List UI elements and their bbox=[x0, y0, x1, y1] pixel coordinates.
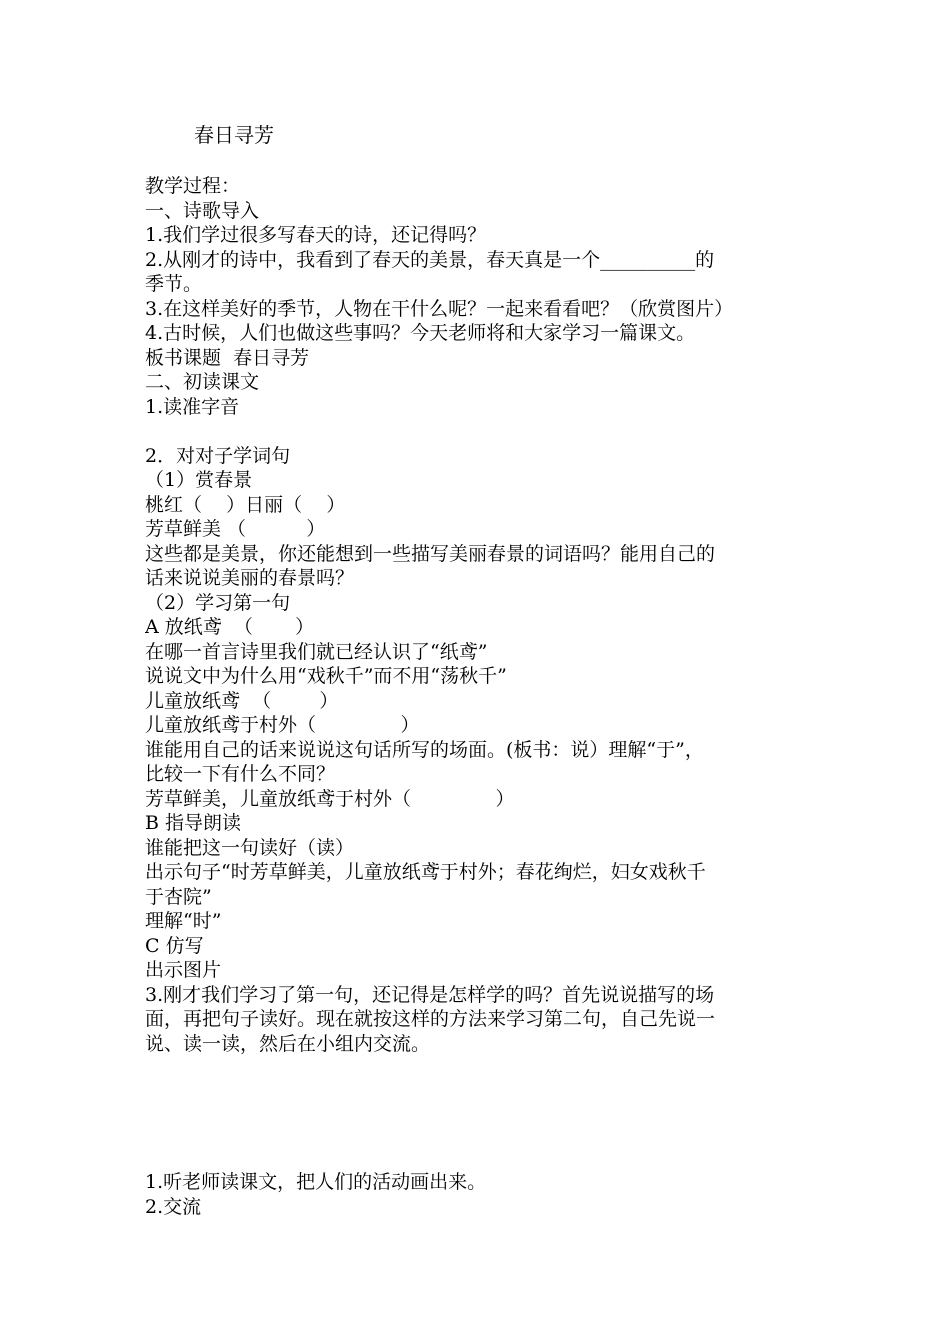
text-line: 4.古时候，人们也做这些事吗？今天老师将和大家学习一篇课文。 bbox=[145, 322, 696, 344]
text-line: 3.在这样美好的季节，人物在干什么呢？一起来看看吧？（欣赏图片） bbox=[145, 297, 734, 320]
text-line: 桃红（ ）日丽（ ） bbox=[145, 493, 346, 516]
text-line: 儿童放纸鸢于村外（ ） bbox=[145, 714, 420, 736]
text-line: 一、诗歌导入 bbox=[145, 199, 260, 222]
text-line: 板书课题 春日寻芳 bbox=[145, 346, 310, 369]
text-line: 谁能把这一句读好（读） bbox=[145, 836, 355, 859]
text-line: 2.从刚才的诗中，我看到了春天的美景，春天真是一个__________的 bbox=[145, 248, 715, 271]
text-line: 谁能用自己的话来说说这句话所写的场面。(板书：说）理解“于”， bbox=[145, 738, 704, 761]
text-line: 于杏院” bbox=[145, 885, 212, 908]
text-line: B 指导朗读 bbox=[145, 812, 242, 834]
text-line: 话来说说美丽的春景吗？ bbox=[145, 567, 355, 589]
text-line: 二、初读课文 bbox=[145, 371, 260, 393]
document-title: 春日寻芳 bbox=[194, 123, 274, 147]
text-line: 教学过程： bbox=[145, 175, 241, 197]
text-line: 1.读准字音 bbox=[145, 395, 240, 418]
text-line bbox=[145, 419, 811, 444]
text-line: 理解“时” bbox=[145, 910, 222, 932]
text-line: C 仿写 bbox=[145, 934, 204, 957]
text-line: （1）赏春景 bbox=[145, 469, 253, 491]
text-line: 芳草鲜美，儿童放纸鸢于村外（ ） bbox=[145, 787, 515, 810]
text-line: 说、读一读，然后在小组内交流。 bbox=[145, 1032, 431, 1055]
text-line: 儿童放纸鸢 （ ） bbox=[145, 689, 339, 712]
text-line: 季节。 bbox=[145, 273, 203, 295]
text-line: 在哪一首言诗里我们就已经认识了“纸鸢” bbox=[145, 640, 488, 663]
text-line: 2.交流 bbox=[145, 1195, 202, 1218]
lesson-tail bbox=[145, 1170, 811, 1219]
text-line: 这些都是美景，你还能想到一些描写美丽春景的词语吗？能用自己的 bbox=[145, 542, 716, 565]
text-line: 芳草鲜美 （ ） bbox=[145, 518, 326, 540]
text-line: 说说文中为什么用“戏秋千”而不用“荡秋千” bbox=[145, 665, 507, 687]
lesson-body bbox=[145, 174, 811, 1056]
text-line: 1.我们学过很多写春天的诗，还记得吗？ bbox=[145, 224, 487, 246]
text-line: （2）学习第一句 bbox=[145, 591, 291, 614]
text-line: 出示图片 bbox=[145, 959, 222, 981]
text-line: 2．对对子学词句 bbox=[145, 444, 291, 467]
text-line: 面，再把句子读好。现在就按这样的方法来学习第二句，自己先说一 bbox=[145, 1008, 716, 1030]
text-line: 3.刚才我们学习了第一句，还记得是怎样学的吗？首先说说描写的场 bbox=[145, 983, 715, 1006]
text-line: 1.听老师读课文，把人们的活动画出来。 bbox=[145, 1171, 487, 1193]
text-line: 出示句子“时芳草鲜美，儿童放纸鸢于村外；春花绚烂，妇女戏秋千 bbox=[145, 861, 706, 883]
text-line: A 放纸鸢 （ ） bbox=[145, 616, 315, 638]
text-line: 比较一下有什么不同？ bbox=[145, 763, 336, 785]
